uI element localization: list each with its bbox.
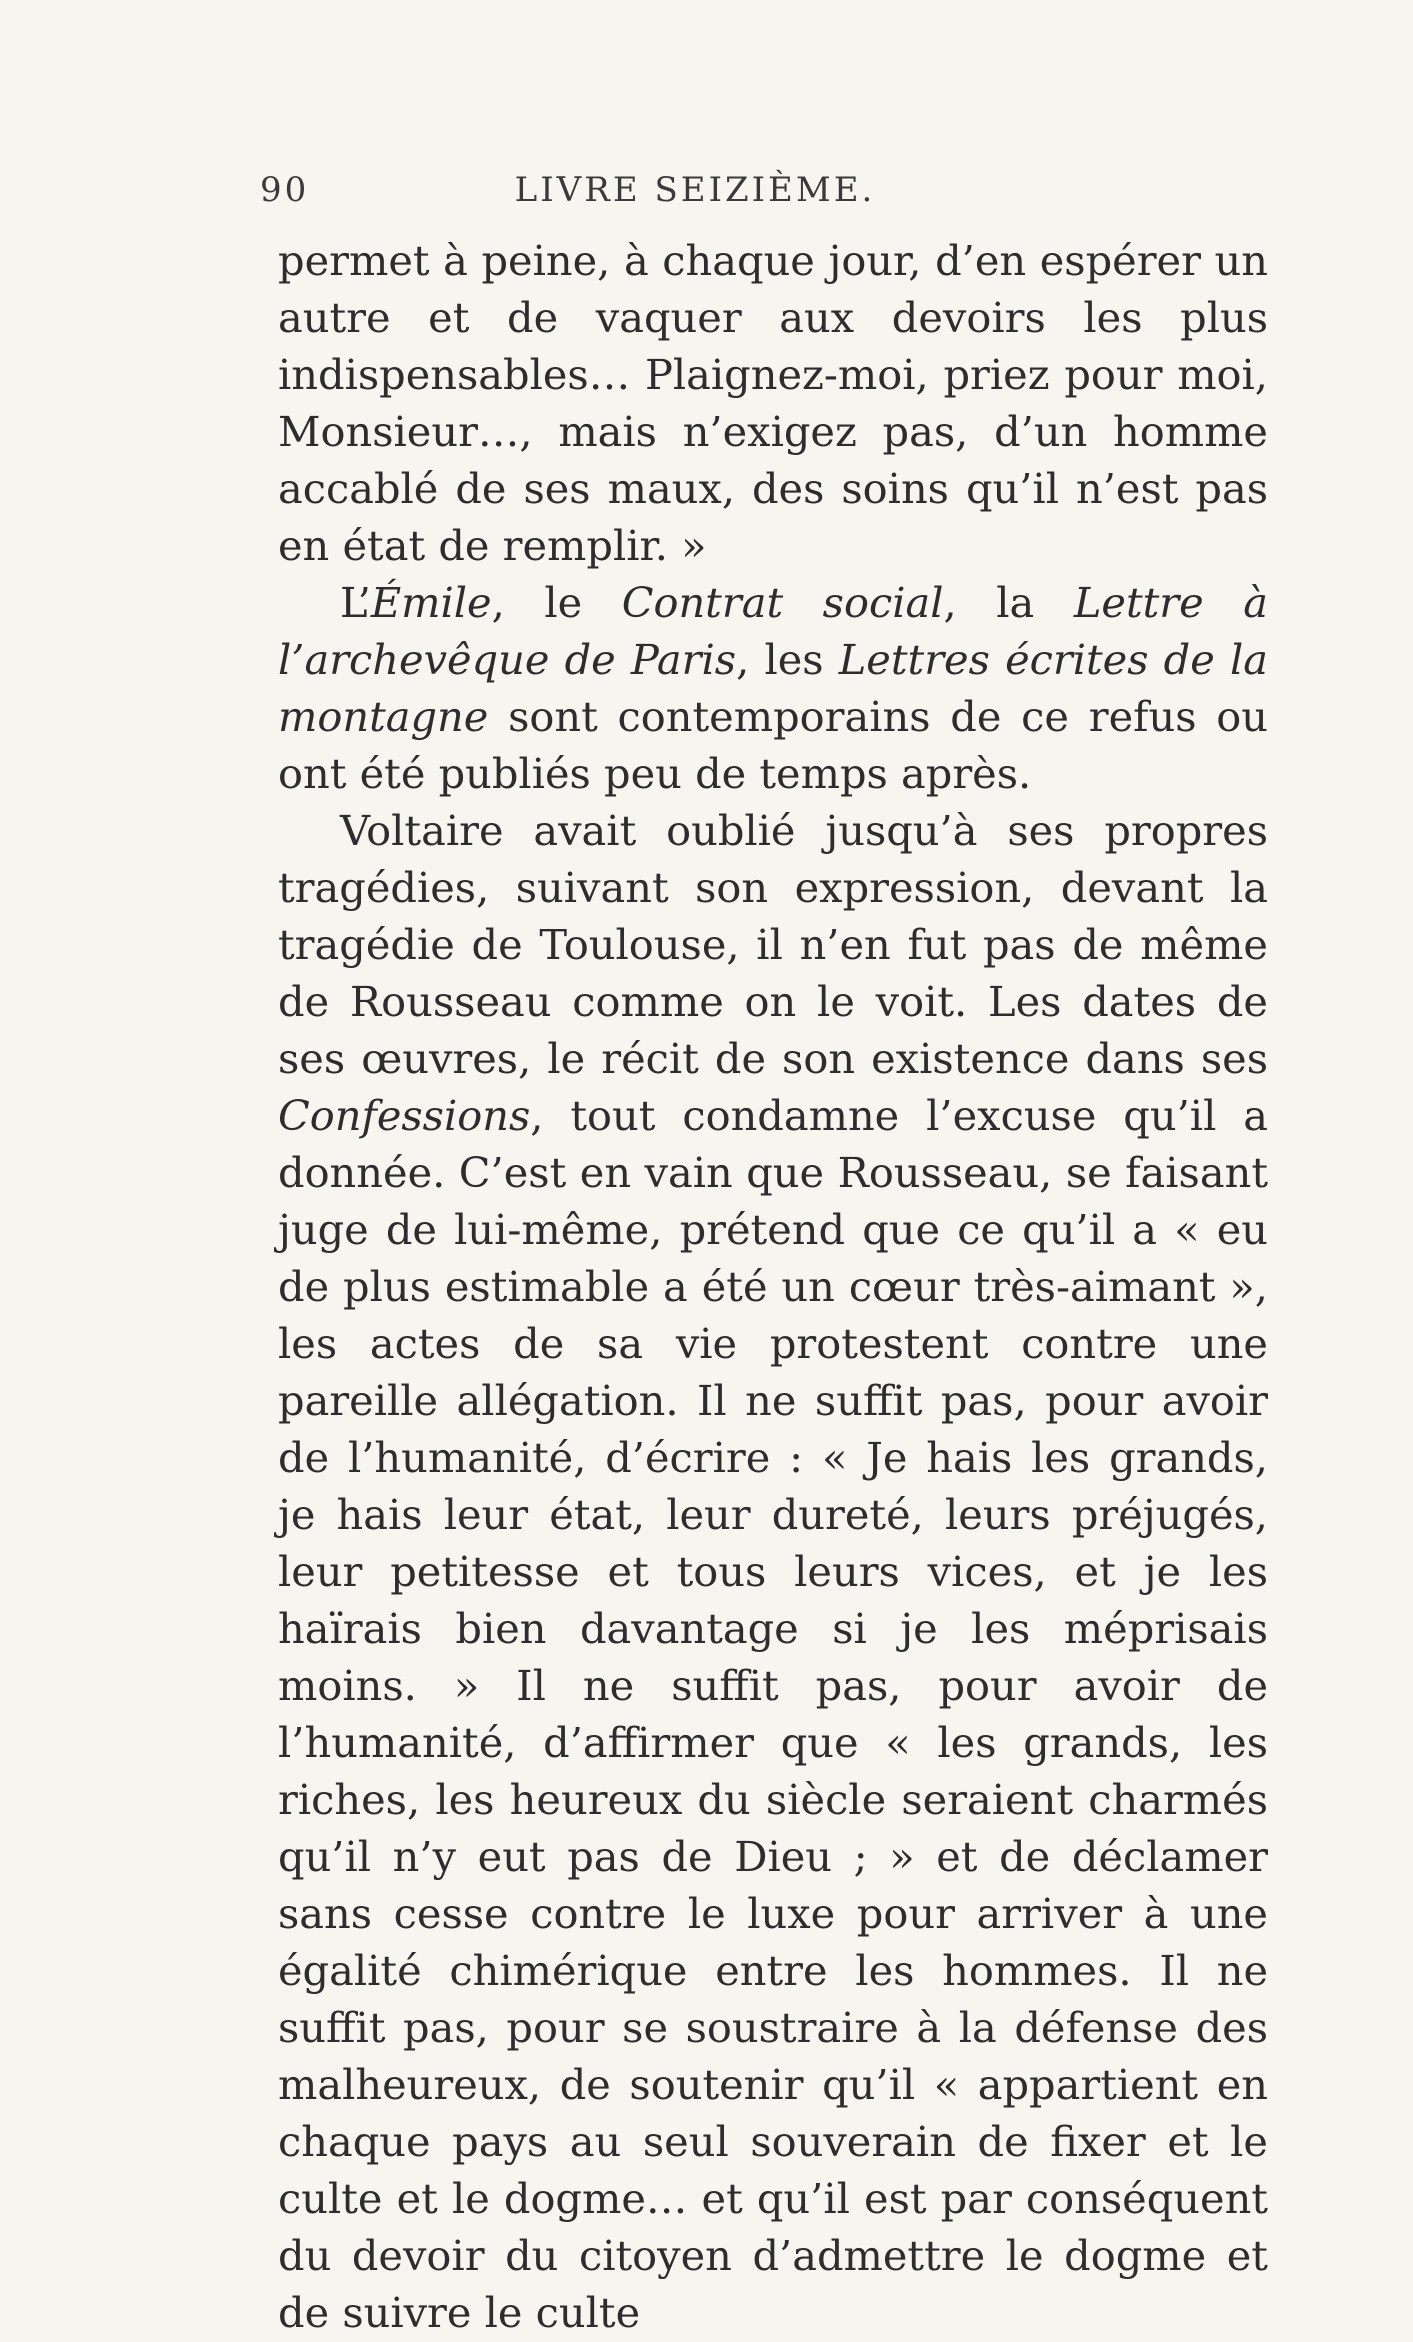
text-run: , tout condamne l’excuse qu’il a donnée. C’est en vain que Rousseau, se faisant juge de lui-même, prétend que ce qu’il a « eu de plus estimable a été un cœur très-aimant », les actes de sa vie protestent contre une pareille allégation. Il ne suffit pas, pour avoir de l’humanité, d’écrire : « Je hais les grands, je hais leur état, leur dureté, leurs préjugés, leur petitesse et tous leurs vices, et je les haïrais bien davantage si je les méprisais moins. » Il ne suffit pas, pour avoir de l’humanité, d’affirmer que « les grands, les riches, les heureux du siècle seraient charmés qu’il n’y eut pas de Dieu ; » et de déclamer sans cesse contre le luxe pour arriver à une égalité chimérique entre les hommes. Il ne suffit pas, pour se soustraire à la défense des malheureux, de soutenir qu’il « appartient en chaque pays au seul souverain de fixer et le culte et le dogme… et qu’il est par conséquent du devoir du citoyen d’admettre le dogme et de suivre le culte [278, 1091, 1268, 2337]
running-title: LIVRE SEIZIÈME. [514, 170, 876, 210]
text-run: L’ [340, 578, 371, 627]
text-run: , les [736, 635, 839, 684]
paragraph-voltaire [278, 802, 1268, 2341]
title-lettre-archeveque: Lettre à l’archevêque de Paris [278, 578, 1268, 684]
title-emile: Émile [370, 578, 492, 627]
text-run: , la [943, 578, 1074, 627]
page-body [278, 232, 1268, 2341]
running-header [260, 170, 1130, 210]
page-number: 90 [260, 170, 310, 210]
paragraph-continuation: permet à peine, à chaque jour, d’en espérer un autre et de vaquer aux devoirs les plus indispensables… Plaignez-moi, priez pour moi, Monsieur…, mais n’exigez pas, d’un homme accablé de ses maux, des soins qu’il n’est pas en état de remplir. » [278, 236, 1268, 570]
text-run: sont contemporains de ce refus ou ont été publiés peu de temps après. [278, 692, 1268, 798]
paragraph-works [278, 574, 1268, 802]
text-run: , le [491, 578, 622, 627]
title-lettres-montagne: Lettres écrites de la montagne [278, 635, 1268, 741]
title-contrat-social: Contrat social [621, 578, 944, 627]
title-confessions: Confessions [278, 1091, 531, 1140]
text-run: Voltaire avait oublié jusqu’à ses propres tragédies, suivant son expression, devant la tragédie de Toulouse, il n’en fut pas de même de Rousseau comme on le voit. Les dates de ses œuvres, le récit de son existence dans ses [278, 806, 1268, 1083]
